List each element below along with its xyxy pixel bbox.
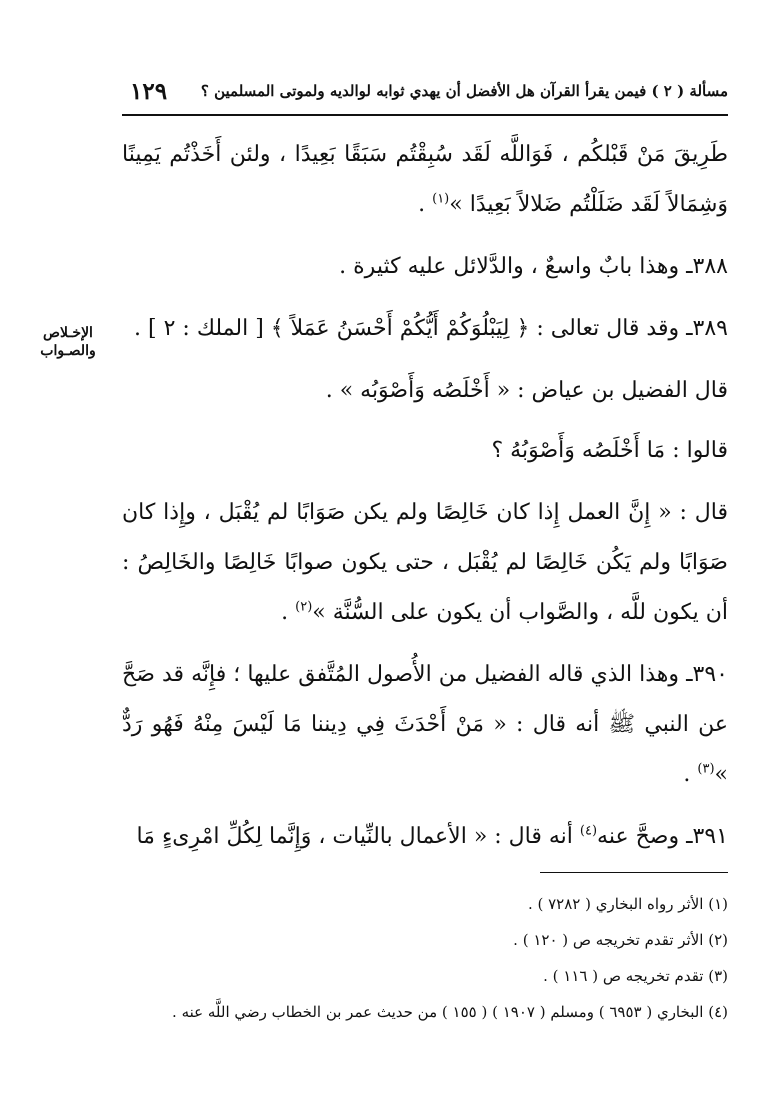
footnote-ref-2: (٢) bbox=[295, 599, 313, 615]
header-title: مسألة ( ٢ ) فيمن يقرأ القرآن هل الأفضل أن يهدي ثوابه لوالديه ولموتى المسلمين ؟ bbox=[200, 82, 728, 100]
paragraph-answer: قال : « إِنَّ العمل إِذا كان خَالِصًا ولم يكن صَوَابًا لم يُقْبَل ، وإِذا كان صَوَابًا ولم يَكُن خَالِصًا لم يُقْبَل ، حتى يكون صوابًا خَالِصًا والخَالِصُ : أن يكون للَّه ، والصَّواب أن يكون على السُّنَّة »$^{(٢)}$ . bbox=[122, 500, 729, 625]
page-number: ١٢٩ bbox=[130, 78, 168, 105]
header-divider bbox=[122, 114, 728, 116]
paragraph-fudayl: قال الفضيل بن عياض : « أَخْلَصُه وَأَصْوَبُه » . bbox=[325, 378, 728, 403]
footnotes bbox=[100, 886, 728, 1030]
margin-note bbox=[22, 324, 114, 360]
margin-note-line-2: والصـواب bbox=[40, 343, 96, 359]
footnote-ref-4: (٤) bbox=[579, 823, 598, 839]
footnote-divider bbox=[540, 872, 728, 873]
paragraph-390: ٣٩٠ـ وهذا الذي قاله الفضيل من الأُصول المُتَّفق عليها ؛ فإِنَّه قد صَحَّ عن النبي ﷺ أنه قال : « مَنْ أَحْدَثَ فِي دِيننا مَا لَيْسَ مِنْهُ فَهُو رَدٌّ »$^{(٣)}$ . bbox=[122, 662, 728, 787]
footnote-2: (٢) الأثر تقدم تخريجه ص ( ١٢٠ ) . bbox=[513, 931, 728, 949]
running-header bbox=[122, 78, 728, 112]
margin-note-line-1: الإخـلاص bbox=[43, 325, 93, 341]
paragraph-question: قالوا : مَا أَخْلَصُه وَأَصْوَبُهُ ؟ bbox=[491, 438, 728, 463]
footnote-1: (١) الأثر رواه البخاري ( ٧٢٨٢ ) . bbox=[527, 895, 728, 913]
paragraph-1: طَرِيقَ مَنْ قَبْلكُم ، فَوَاللَّه لَقَد سُبِقْتُم سَبَقًا بَعِيدًا ، ولئن أَخَذْتُم يَمِينًا وَشِمَالاً لَقَد ضَلَلْتُم ضَلالاً بَعِيدًا »$^{(١)}$ . bbox=[122, 142, 728, 217]
paragraph-389: ٣٨٩ـ وقد قال تعالى : ﴿ لِيَبْلُوَكُمْ أَيُّكُمْ أَحْسَنُ عَمَلاً ﴾ [ الملك : ٢ ] . bbox=[134, 316, 728, 341]
paragraph-388: ٣٨٨ـ وهذا بابٌ واسعٌ ، والدَّلائل عليه كثيرة . bbox=[339, 254, 728, 279]
footnote-ref-1: (١) bbox=[432, 191, 450, 207]
paragraph-391: ٣٩١ـ وصحَّ عنه$^{(٤)}$ أنه قال : « الأعمال بالنِّيات ، وَإِنَّما لِكُلِّ امْرِىءٍ مَا bbox=[136, 823, 728, 849]
footnote-3: (٣) تقدم تخريجه ص ( ١١٦ ) . bbox=[543, 967, 728, 985]
main-text bbox=[122, 130, 728, 874]
footnote-ref-3: (٣) bbox=[697, 761, 715, 777]
footnote-4: (٤) البخاري ( ٦٩٥٣ ) ومسلم ( ١٩٠٧ ) ( ١٥٥ ) من حديث عمر بن الخطاب رضي اللَّه عنه . bbox=[172, 1003, 728, 1021]
